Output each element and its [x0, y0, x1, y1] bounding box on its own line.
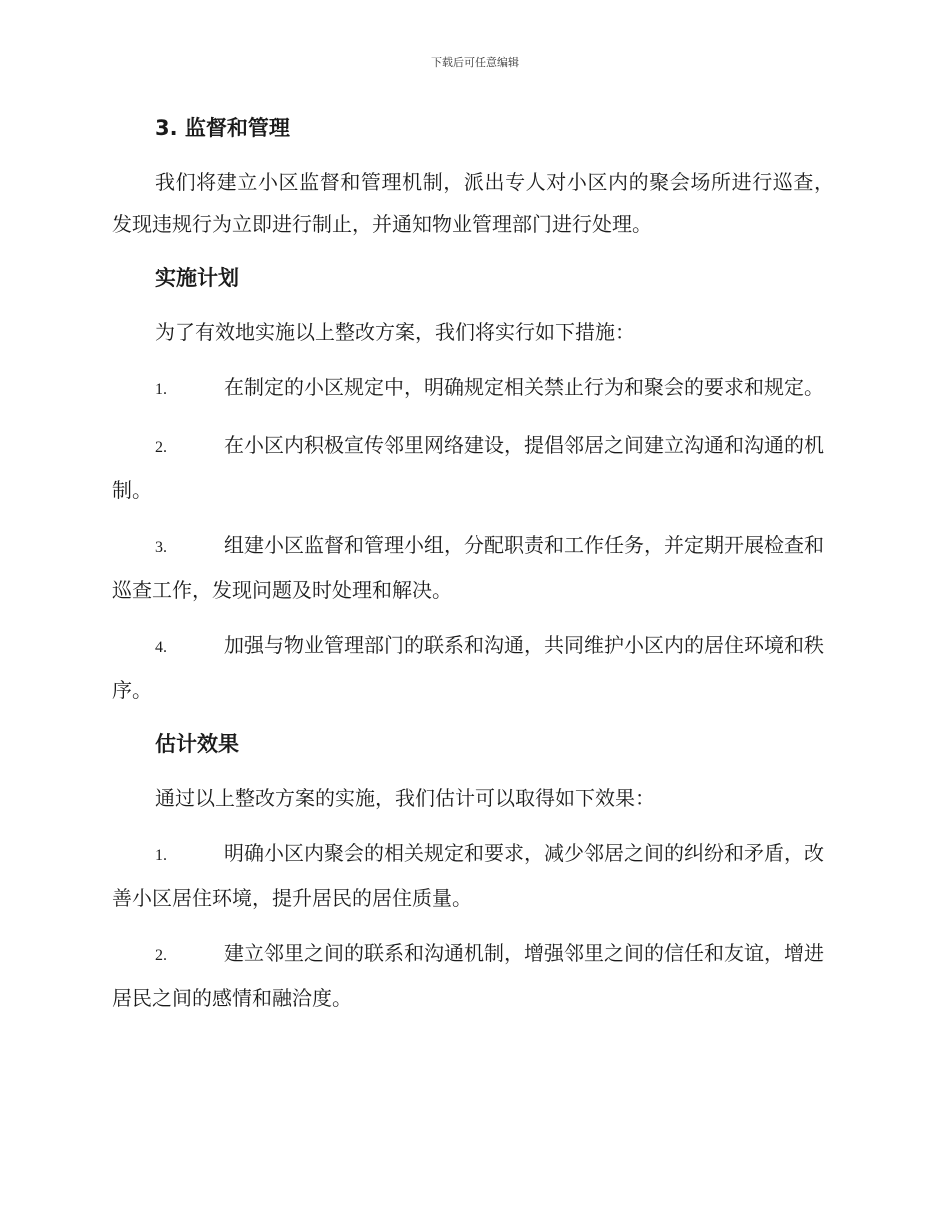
section-heading-effect: 估计效果 — [155, 732, 239, 756]
effect-list-item — [112, 832, 834, 919]
page-header-note: 下载后可任意编辑 — [431, 56, 519, 69]
list-item-text: 加强与物业管理部门的联系和沟通，共同维护小区内的居住环境和秩序。 — [112, 633, 824, 702]
document-body — [112, 108, 834, 1019]
section-heading-plan: 实施计划 — [155, 266, 239, 290]
section-heading-supervision: 3. 监督和管理 — [155, 116, 290, 140]
list-item-number: 2. — [155, 947, 167, 964]
list-item-text: 明确小区内聚会的相关规定和要求，减少邻居之间的纠纷和矛盾，改善小区居住环境，提升居民的居住质量。 — [112, 841, 824, 910]
list-item-number: 1. — [155, 381, 167, 398]
list-item-text: 建立邻里之间的联系和沟通机制，增强邻里之间的信任和友谊，增进居民之间的感情和融洽度。 — [112, 941, 824, 1010]
plan-list-item — [112, 366, 834, 411]
plan-list-item — [112, 624, 834, 711]
supervision-paragraph: 我们将建立小区监督和管理机制，派出专人对小区内的聚会场所进行巡查，发现违规行为立即进行制止，并通知物业管理部门进行处理。 — [112, 170, 834, 236]
list-item-number: 1. — [155, 847, 167, 864]
list-item-text: 组建小区监督和管理小组，分配职责和工作任务，并定期开展检查和巡查工作，发现问题及时处理和解决。 — [112, 533, 824, 602]
effect-intro-paragraph: 通过以上整改方案的实施，我们估计可以取得如下效果： — [155, 786, 655, 810]
list-item-number: 3. — [155, 539, 167, 556]
list-item-text: 在制定的小区规定中，明确规定相关禁止行为和聚会的要求和规定。 — [224, 375, 824, 399]
list-item-number: 4. — [155, 639, 167, 656]
plan-list-item — [112, 524, 834, 611]
list-item-number: 2. — [155, 439, 167, 456]
plan-intro-paragraph: 为了有效地实施以上整改方案，我们将实行如下措施： — [155, 320, 635, 344]
list-item-text: 在小区内积极宣传邻里网络建设，提倡邻居之间建立沟通和沟通的机制。 — [112, 433, 824, 502]
plan-list-item — [112, 424, 834, 511]
effect-list-item — [112, 932, 834, 1019]
